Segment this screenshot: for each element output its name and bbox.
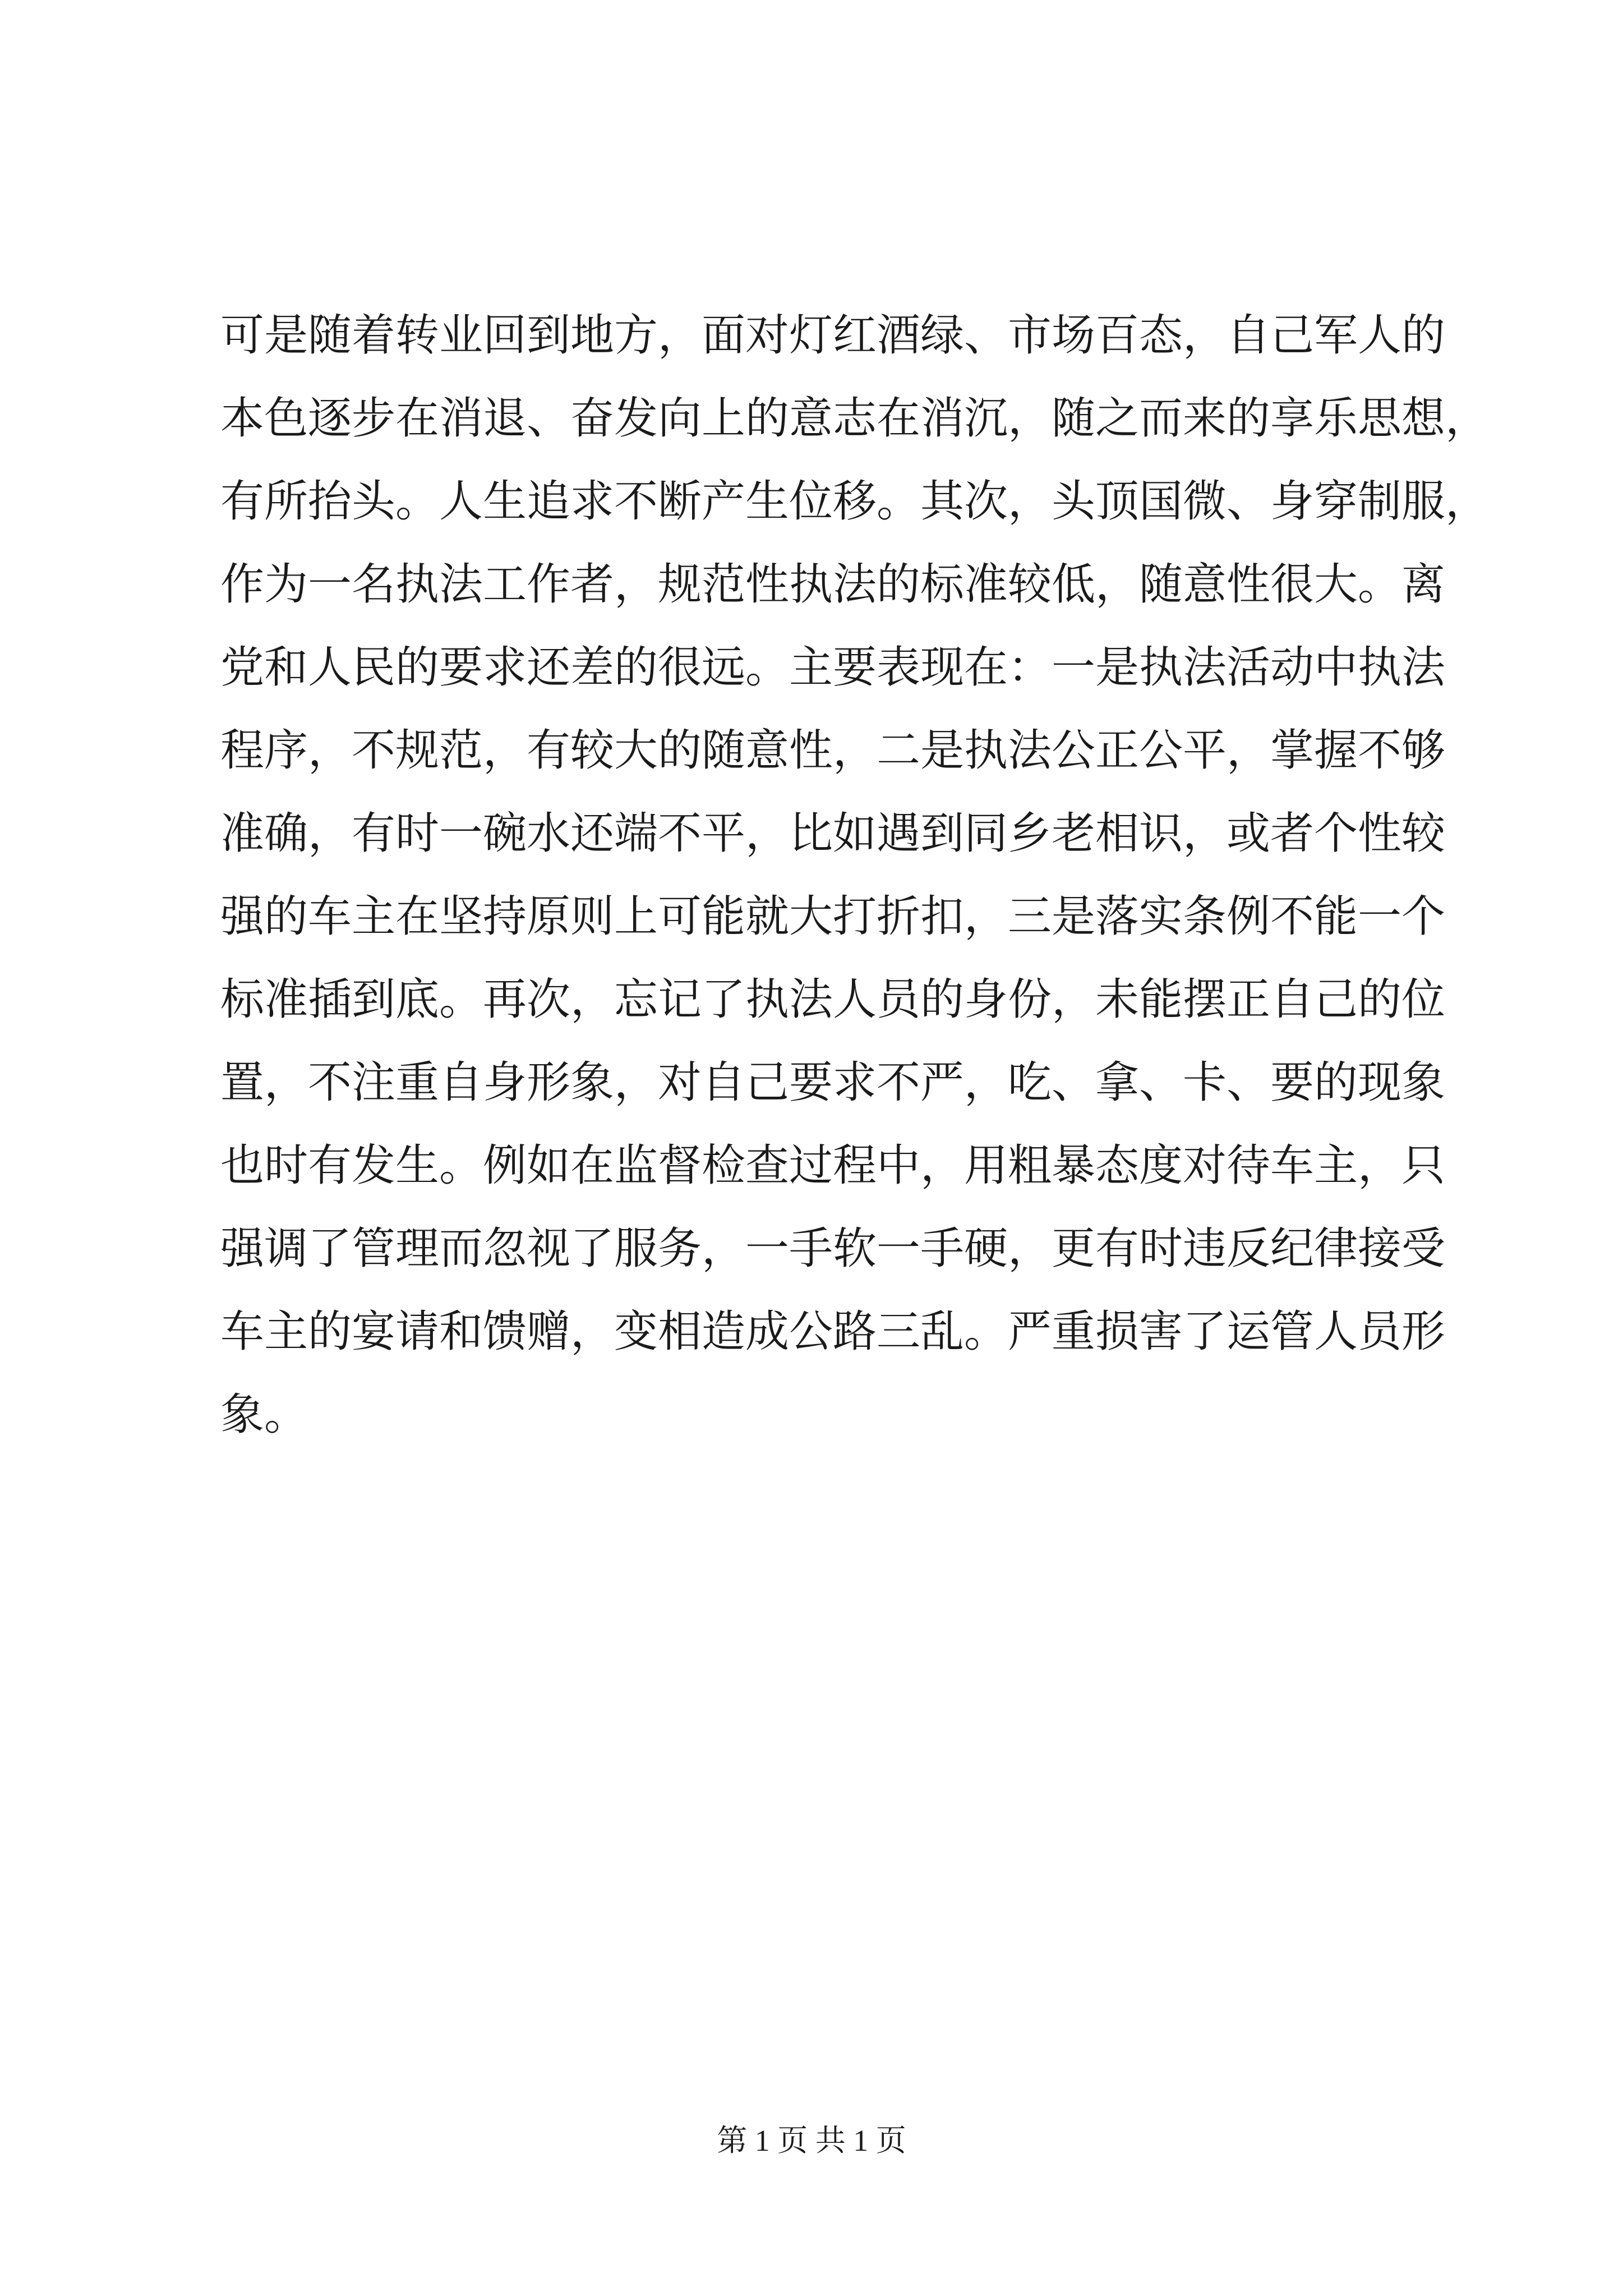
page-footer — [0, 2118, 1623, 2163]
paragraph-line: 作为一名执法工作者，规范性执法的标准较低，随意性很大。离 — [220, 559, 1446, 610]
paragraph-line: 有所抬头。人生追求不断产生位移。其次，头顶国微、身穿制服， — [220, 476, 1490, 527]
paragraph-line: 本色逐步在消退、奋发向上的意志在消沉，随之而来的享乐思想， — [220, 393, 1490, 444]
paragraph-line: 车主的宴请和馈赠，变相造成公路三乱。严重损害了运管人员形 — [220, 1306, 1446, 1357]
paragraph-line: 置，不注重自身形象，对自己要求不严，吃、拿、卡、要的现象 — [220, 1057, 1446, 1108]
body-paragraph — [220, 294, 1490, 1456]
paragraph-line: 程序，不规范，有较大的随意性，二是执法公正公平，掌握不够 — [220, 725, 1446, 776]
paragraph-line: 可是随着转业回到地方，面对灯红酒绿、市场百态，自己军人的 — [220, 310, 1446, 361]
paragraph-line: 强调了管理而忽视了服务，一手软一手硬，更有时违反纪律接受 — [220, 1223, 1446, 1274]
paragraph-line: 强的车主在坚持原则上可能就大打折扣，三是落实条例不能一个 — [220, 891, 1446, 942]
page-number-label: 第 1 页 共 1 页 — [717, 2124, 906, 2157]
paragraph-line: 党和人民的要求还差的很远。主要表现在：一是执法活动中执法 — [220, 642, 1446, 693]
paragraph-line: 准确，有时一碗水还端不平，比如遇到同乡老相识，或者个性较 — [220, 808, 1446, 859]
paragraph-line: 标准插到底。再次，忘记了执法人员的身份，未能摆正自己的位 — [220, 974, 1446, 1025]
paragraph-line: 也时有发生。例如在监督检查过程中，用粗暴态度对待车主，只 — [220, 1140, 1446, 1191]
paragraph-line: 象。 — [220, 1389, 308, 1440]
